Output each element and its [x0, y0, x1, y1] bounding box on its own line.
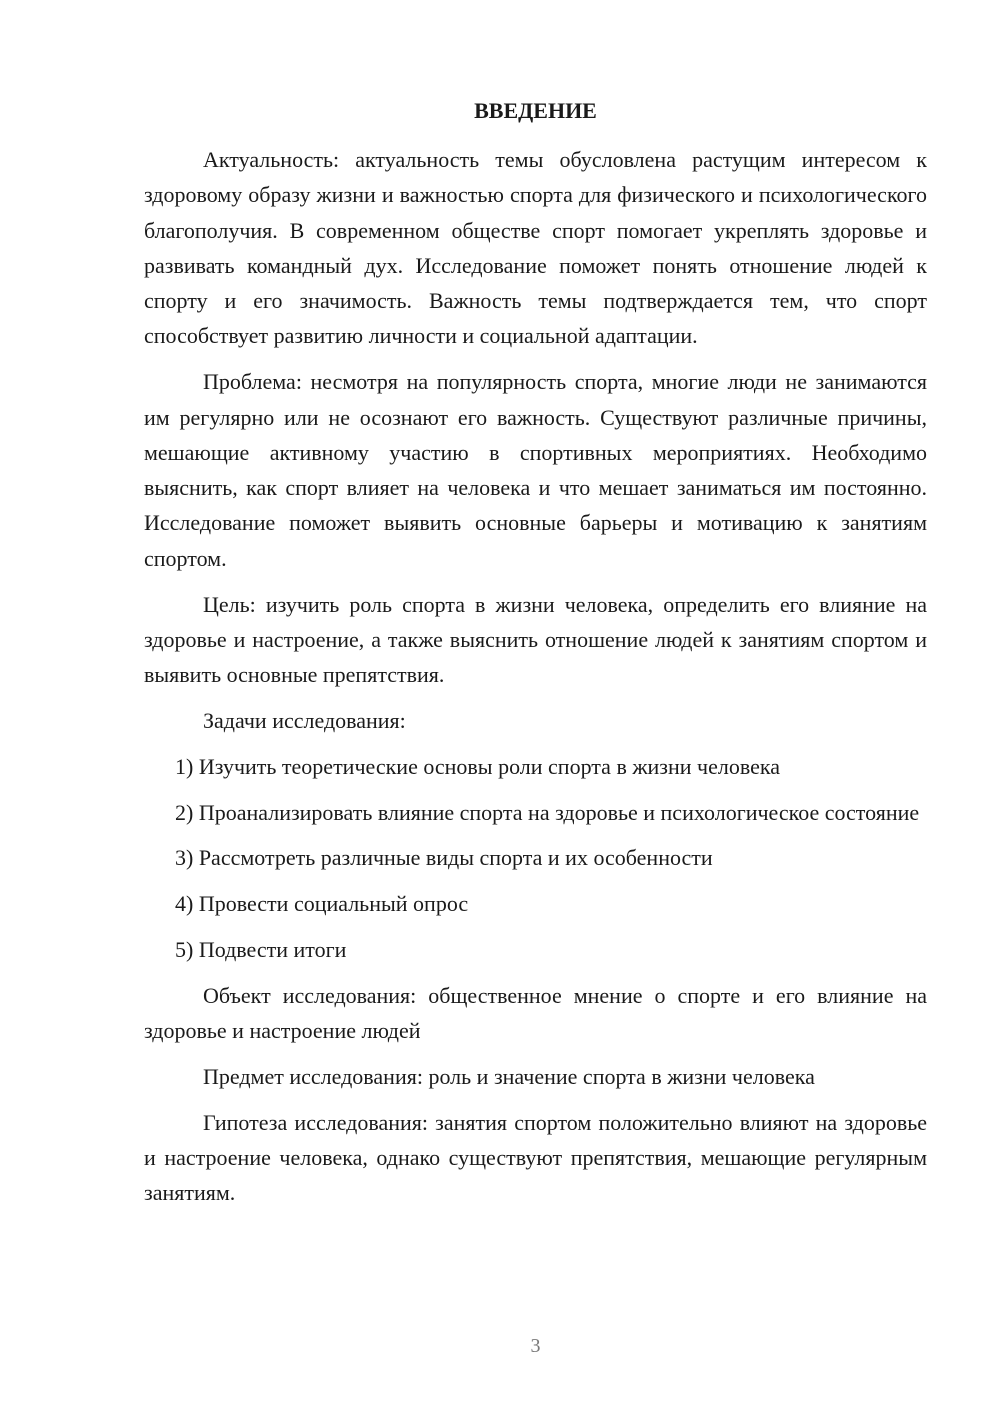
- task-item-4: 4) Провести социальный опрос: [175, 891, 469, 917]
- hypothesis-paragraph: Гипотеза исследования: занятия спортом положительно влияют на здоровье и настроение человека, однако существуют препятствия, мешающие регулярным занятиям.: [144, 1109, 927, 1206]
- task-item-2: 2) Проанализировать влияние спорта на здоровье и психологическое состояние: [175, 799, 920, 825]
- tasks-heading: Задачи исследования:: [203, 707, 406, 733]
- relevance-paragraph: Актуальность: актуальность темы обусловлена растущим интересом к здоровому образу жизни и важностью спорта для физического и психологического благополучия. В современном обществе спорт помогает укреплять здоровье и развивать командный дух. Исследование поможет понять отношение людей к спорту и его значимость. Важность темы подтверждается тем, что спорт способствует развитию личности и социальной адаптации.: [144, 147, 927, 349]
- page-number: 3: [530, 1335, 541, 1357]
- section-body: [144, 142, 927, 1211]
- task-item-5: 5) Подвести итоги: [175, 936, 347, 962]
- document-page: [144, 0, 927, 1414]
- goal-paragraph: Цель: изучить роль спорта в жизни человека, определить его влияние на здоровье и настроение, а также выяснить отношение людей к занятиям спортом и выявить основные препятствия.: [144, 591, 927, 688]
- section-title: ВВЕДЕНИЕ: [474, 98, 597, 123]
- task-item-3: 3) Рассмотреть различные виды спорта и их особенности: [175, 845, 713, 871]
- object-paragraph: Объект исследования: общественное мнение о спорте и его влияние на здоровье и настроение людей: [144, 982, 927, 1044]
- subject-paragraph: Предмет исследования: роль и значение спорта в жизни человека: [203, 1063, 815, 1089]
- task-item-1: 1) Изучить теоретические основы роли спорта в жизни человека: [175, 753, 780, 779]
- problem-paragraph: Проблема: несмотря на популярность спорта, многие люди не занимаются им регулярно или не осознают его важность. Существуют различные причины, мешающие активному участию в спортивных мероприятиях. Необходимо выяснить, как спорт влияет на человека и что мешает заниматься им постоянно. Исследование поможет выявить основные барьеры и мотивацию к занятиям спортом.: [144, 369, 927, 571]
